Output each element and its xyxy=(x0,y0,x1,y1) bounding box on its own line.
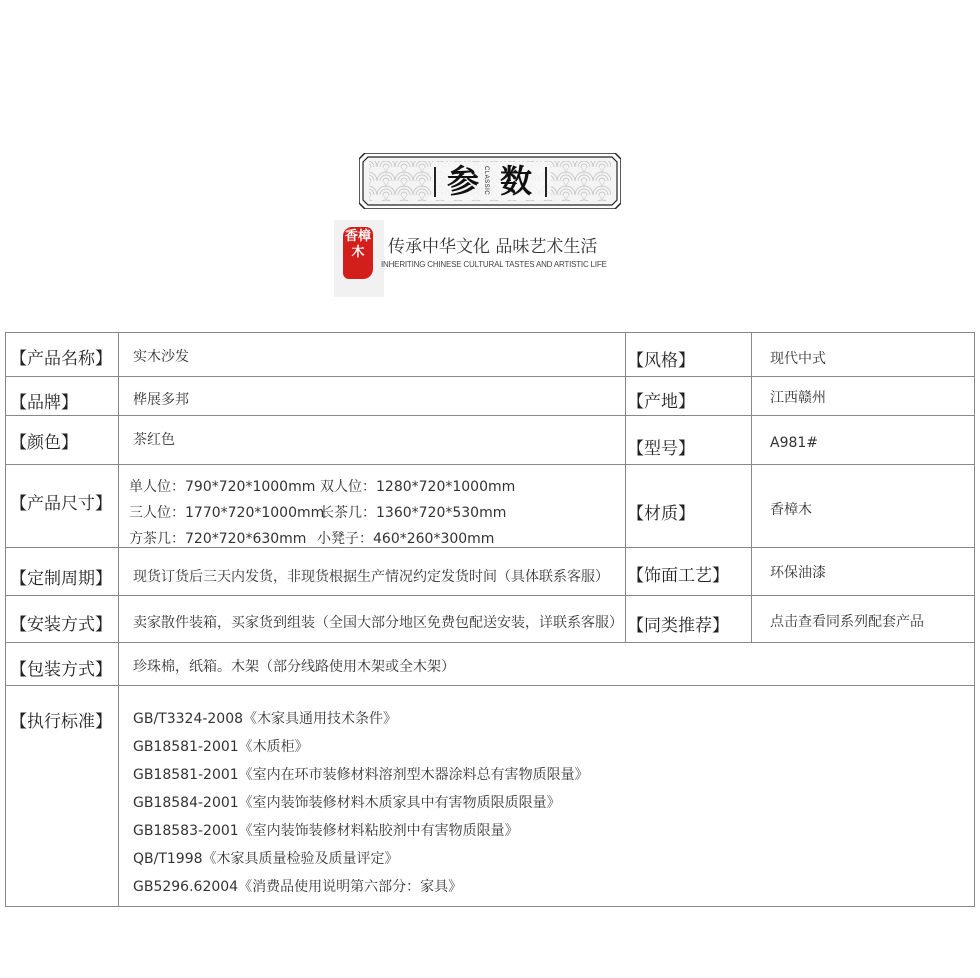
spec-table xyxy=(5,332,975,907)
label-model: 【型号】 xyxy=(627,439,695,459)
banner-title-char2: 数 xyxy=(500,162,533,200)
row-divider xyxy=(6,376,974,377)
label-style: 【风格】 xyxy=(627,351,695,371)
standard-item: GB18583-2001《室内装饰装修材料粘胶剂中有害物质限量》 xyxy=(133,823,519,839)
banner-frame-icon xyxy=(359,153,621,209)
value-installation: 卖家散件装箱，买家货到组装（全国大部分地区免费包配送安装，详联系客服） xyxy=(133,615,623,631)
label-product-name: 【产品名称】 xyxy=(10,349,112,369)
row-divider xyxy=(6,464,974,465)
column-divider xyxy=(625,333,626,642)
label-custom-period: 【定制周期】 xyxy=(10,569,112,589)
slogan-english: INHERITING CHINESE CULTURAL TASTES AND ARTISTIC LIFE xyxy=(381,260,607,269)
value-brand: 桦展多邦 xyxy=(133,392,189,408)
row-divider xyxy=(6,642,974,643)
value-custom-period: 现货订货后三天内发货，非现货根据生产情况约定发货时间（具体联系客服） xyxy=(133,569,609,585)
row-divider xyxy=(6,415,974,416)
value-origin: 江西赣州 xyxy=(770,390,826,406)
row-divider xyxy=(6,685,974,686)
size-long-table: 长茶几：1360*720*530mm xyxy=(320,505,507,521)
value-recommend[interactable]: 点击查看同系列配套产品 xyxy=(770,614,924,630)
standard-item: GB18581-2001《室内在环市装修材料溶剂型木器涂料总有害物质限量》 xyxy=(133,767,589,783)
slogan-chinese: 传承中华文化 品味艺术生活 xyxy=(388,237,598,257)
size-square-table: 方茶几：720*720*630mm xyxy=(129,531,307,547)
label-color: 【颜色】 xyxy=(10,433,78,453)
column-divider xyxy=(118,333,119,907)
value-color: 茶红色 xyxy=(133,432,175,448)
size-double-seat: 双人位：1280*720*1000mm xyxy=(320,479,516,495)
label-size: 【产品尺寸】 xyxy=(10,494,112,514)
standard-item: GB5296.62004《消费品使用说明第六部分：家具》 xyxy=(133,879,463,895)
label-standards: 【执行标准】 xyxy=(10,712,112,732)
standard-item: GB/T3324-2008《木家具通用技术条件》 xyxy=(133,711,398,727)
standard-item: GB18581-2001《木质柜》 xyxy=(133,739,309,755)
standard-item: QB/T1998《木家具质量检验及质量评定》 xyxy=(133,851,399,867)
label-recommend: 【同类推荐】 xyxy=(627,616,729,636)
label-finish: 【饰面工艺】 xyxy=(627,566,729,586)
value-finish: 环保油漆 xyxy=(770,565,826,581)
value-style: 现代中式 xyxy=(770,351,826,367)
label-packaging: 【包装方式】 xyxy=(10,660,112,680)
value-model: A981# xyxy=(770,435,819,451)
standard-item: GB18584-2001《室内装饰装修材料木质家具中有害物质限质限量》 xyxy=(133,795,561,811)
banner-subtitle: CLASSIC xyxy=(483,166,489,196)
banner-title-char1: 参 xyxy=(447,162,480,200)
value-product-name: 实木沙发 xyxy=(133,349,189,365)
label-material: 【材质】 xyxy=(627,504,695,524)
column-divider xyxy=(751,333,752,642)
label-brand: 【品牌】 xyxy=(10,393,78,413)
seal-stamp: 香樟木 xyxy=(343,227,373,279)
brand-seal xyxy=(334,220,384,297)
label-origin: 【产地】 xyxy=(627,392,695,412)
size-single-seat: 单人位：790*720*1000mm xyxy=(129,479,316,495)
title-banner xyxy=(359,153,621,209)
label-installation: 【安装方式】 xyxy=(10,615,112,635)
row-divider xyxy=(6,595,974,596)
size-stool: 小凳子：460*260*300mm xyxy=(317,531,495,547)
size-triple-seat: 三人位：1770*720*1000mm xyxy=(129,505,325,521)
value-packaging: 珍珠棉，纸箱。木架（部分线路使用木架或全木架） xyxy=(133,659,455,675)
value-material: 香樟木 xyxy=(770,502,812,518)
